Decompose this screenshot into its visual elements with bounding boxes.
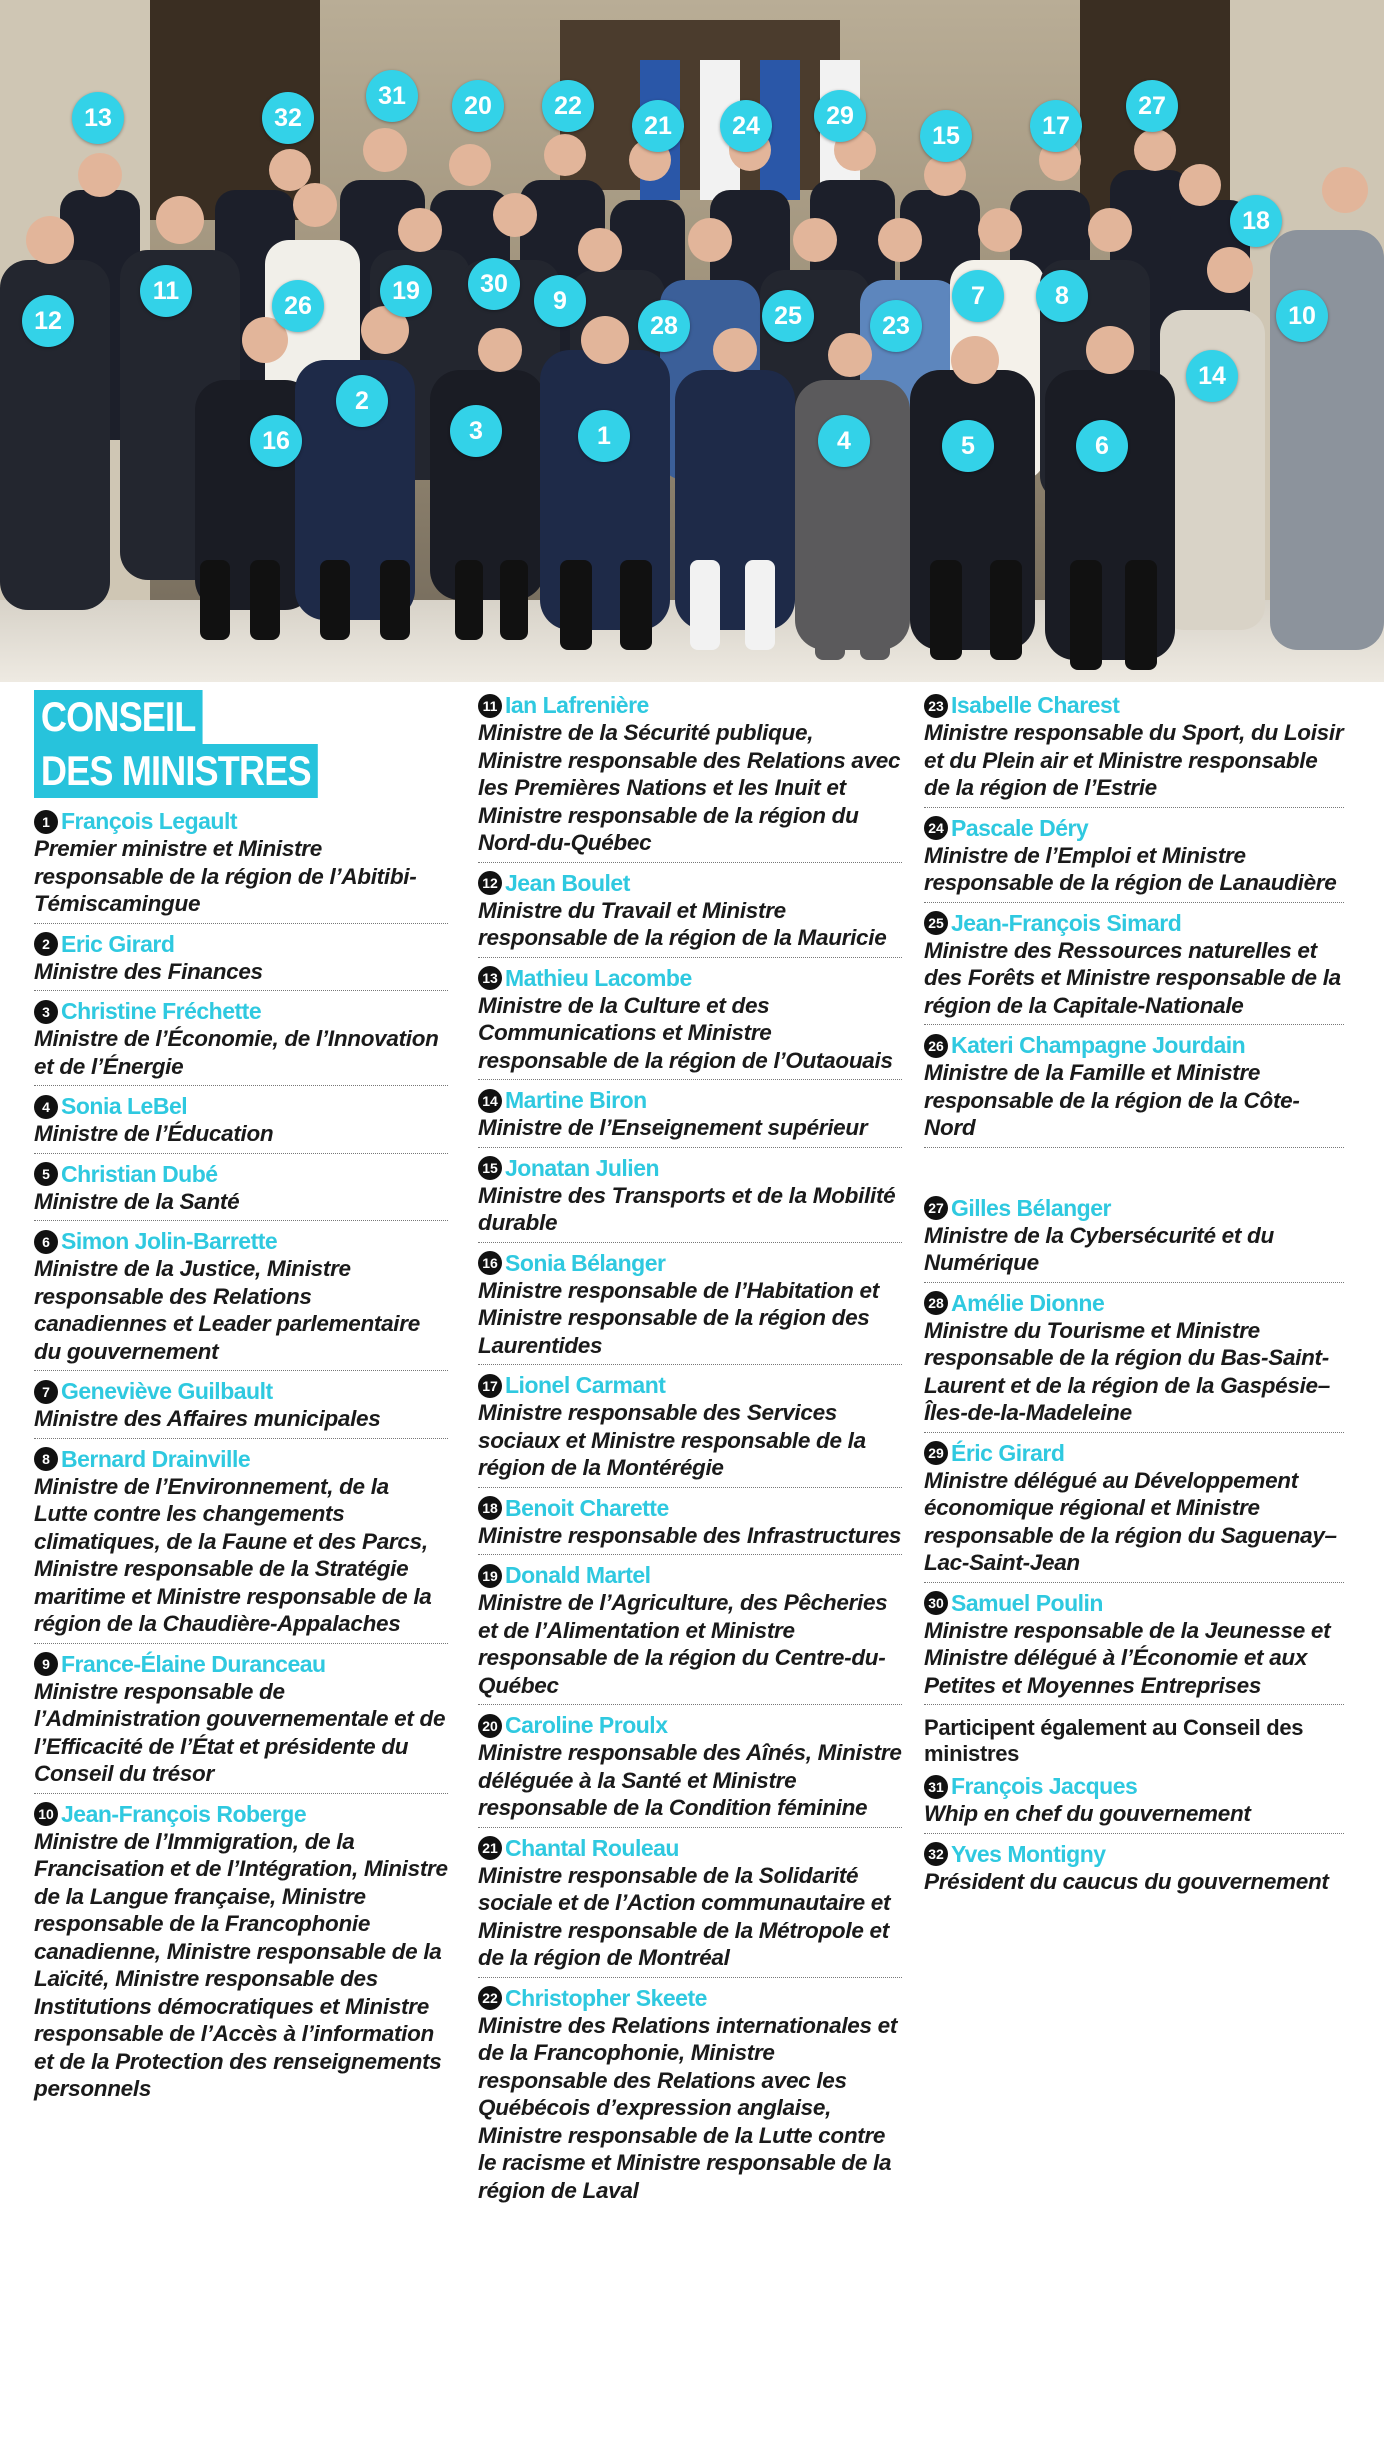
- minister-entry: [924, 1438, 1344, 1583]
- minister-entry: [478, 1153, 902, 1243]
- minister-role: Ministre responsable du Sport, du Loisir et du Plein air et Ministre responsable de la région de l’Estrie: [924, 720, 1344, 800]
- minister-entry: [34, 1226, 448, 1371]
- minister-name: France-Élaine Duranceau: [61, 1650, 326, 1677]
- minister-role: Ministre du Tourisme et Ministre responsable de la région du Bas-Saint-Laurent et de la région de la Gaspésie–Îles-de-la-Madeleine: [924, 1317, 1330, 1425]
- minister-entry: [478, 868, 902, 958]
- photo-marker-4: 4: [818, 415, 870, 467]
- minister-entry: [34, 929, 448, 992]
- minister-role: Président du caucus du gouvernement: [924, 1868, 1329, 1894]
- minister-entry-head: [924, 910, 1344, 937]
- minister-role: Ministre des Affaires municipales: [34, 1406, 381, 1431]
- photo-marker-17: 17: [1030, 100, 1082, 152]
- photo-marker-14: 14: [1186, 350, 1238, 402]
- minister-entry-head: [478, 965, 902, 992]
- minister-number-badge: 2: [34, 932, 58, 956]
- minister-role: Ministre de l’Enseignement supérieur: [478, 1115, 868, 1140]
- minister-name: Eric Girard: [61, 930, 175, 957]
- minister-role: Ministre des Finances: [34, 958, 263, 984]
- minister-number-badge: 13: [478, 966, 502, 990]
- minister-entry-head: [478, 1985, 902, 2012]
- photo-marker-10: 10: [1276, 290, 1328, 342]
- minister-entry-head: [924, 1195, 1344, 1222]
- minister-entry: [478, 963, 902, 1081]
- minister-name: Pascale Déry: [951, 814, 1089, 841]
- minister-name: François Jacques: [951, 1773, 1138, 1799]
- minister-name: Jonatan Julien: [505, 1154, 660, 1181]
- minister-entry-head: [34, 1446, 448, 1473]
- photo-marker-21: 21: [632, 100, 684, 152]
- minister-name: Yves Montigny: [951, 1840, 1106, 1867]
- minister-role: Ministre responsable des Services sociaux et Ministre responsable de la région de la Montérégie: [478, 1400, 866, 1480]
- minister-number-badge: 23: [924, 694, 948, 718]
- photo-marker-29: 29: [814, 90, 866, 142]
- photo-marker-24: 24: [720, 100, 772, 152]
- photo-marker-15: 15: [920, 110, 972, 162]
- minister-name: Christian Dubé: [61, 1160, 218, 1187]
- minister-role: Ministre responsable de la Solidarité sociale et de l’Action communautaire et Ministre responsable de la Métropole et de la région de Montréal: [478, 1862, 891, 1970]
- photo-marker-22: 22: [542, 80, 594, 132]
- minister-role: Ministre de l’Économie, de l’Innovation et de l’Énergie: [34, 1026, 439, 1079]
- photo-marker-3: 3: [450, 405, 502, 457]
- photo-marker-16: 16: [250, 415, 302, 467]
- minister-number-badge: 25: [924, 911, 948, 935]
- photo-marker-23: 23: [870, 300, 922, 352]
- minister-entry-head: [924, 1440, 1344, 1467]
- minister-entry: [924, 1839, 1344, 1901]
- minister-number-badge: 28: [924, 1291, 948, 1315]
- minister-name: Martine Biron: [505, 1087, 647, 1113]
- minister-entry: [34, 1091, 448, 1154]
- minister-role: Ministre responsable de l’Habitation et Ministre responsable de la région des Laurentides: [478, 1277, 879, 1358]
- minister-entry-head: [34, 1801, 448, 1828]
- minister-entry: [34, 806, 448, 924]
- column-3: [924, 690, 1344, 1905]
- photo-marker-7: 7: [952, 270, 1004, 322]
- minister-number-badge: 18: [478, 1496, 502, 1520]
- minister-entry-head: [924, 1290, 1344, 1317]
- minister-name: Ian Lafrenière: [505, 692, 649, 718]
- minister-entry-head: [924, 692, 1344, 719]
- minister-entry-head: [478, 1155, 902, 1182]
- photo-marker-5: 5: [942, 420, 994, 472]
- minister-number-badge: 17: [478, 1374, 502, 1398]
- photo-marker-31: 31: [366, 70, 418, 122]
- title-line-1: CONSEIL: [34, 690, 202, 744]
- minister-role: Ministre de la Sécurité publique, Ministre responsable des Relations avec les Premières Nations et les Inuit et Ministre responsable de la région du Nord-du-Québec: [478, 720, 901, 855]
- minister-name: Benoit Charette: [505, 1494, 669, 1521]
- minister-name: Simon Jolin-Barrette: [61, 1228, 278, 1254]
- minister-entry: [478, 1493, 902, 1556]
- photo-marker-20: 20: [452, 80, 504, 132]
- minister-name: Samuel Poulin: [951, 1589, 1103, 1616]
- minister-entry-head: [34, 808, 448, 835]
- minister-entry-head: [478, 1712, 902, 1739]
- minister-entry: [924, 1288, 1344, 1433]
- photo-marker-2: 2: [336, 375, 388, 427]
- minister-entry: [478, 1370, 902, 1488]
- minister-entry-head: [924, 815, 1344, 842]
- minister-entry: [478, 690, 902, 863]
- minister-number-badge: 24: [924, 816, 948, 840]
- photo-marker-18: 18: [1230, 195, 1282, 247]
- photo-marker-25: 25: [762, 290, 814, 342]
- minister-name: Christopher Skeete: [505, 1984, 707, 2011]
- photo-marker-1: 1: [578, 410, 630, 462]
- photo-marker-19: 19: [380, 265, 432, 317]
- minister-name: Lionel Carmant: [505, 1372, 666, 1398]
- minister-role: Ministre de la Famille et Ministre responsable de la région de la Côte-Nord: [924, 1060, 1300, 1140]
- minister-number-badge: 11: [478, 694, 502, 718]
- minister-role: Ministre délégué au Développement économique régional et Ministre responsable de la région du Saguenay–Lac-Saint-Jean: [924, 1467, 1337, 1575]
- minister-entry-head: [478, 1495, 902, 1522]
- minister-role: Ministre responsable de l’Administration gouvernementale et de l’Efficacité de l’État et présidente du Conseil du trésor: [34, 1678, 446, 1786]
- minister-number-badge: 29: [924, 1441, 948, 1465]
- page-title: [34, 690, 448, 798]
- minister-entry: [34, 1799, 448, 2108]
- minister-entry: [478, 1560, 902, 1705]
- minister-entry-head: [34, 998, 448, 1025]
- minister-number-badge: 27: [924, 1196, 948, 1220]
- minister-entry: [478, 1248, 902, 1366]
- minister-number-badge: 1: [34, 810, 58, 834]
- minister-role: Ministre de la Justice, Ministre responsable des Relations canadiennes et Leader parlementaire du gouvernement: [34, 1256, 420, 1364]
- minister-entry-head: [924, 1032, 1344, 1059]
- minister-number-badge: 22: [478, 1986, 502, 2010]
- photo-marker-30: 30: [468, 258, 520, 310]
- cabinet-group-photo: [0, 0, 1384, 682]
- minister-entry-head: [478, 1835, 902, 1862]
- photo-marker-28: 28: [638, 300, 690, 352]
- minister-entry-head: [478, 1372, 902, 1399]
- minister-entry-head: [34, 1093, 448, 1120]
- minister-entry: [924, 813, 1344, 903]
- minister-role: Ministre de la Culture et des Communications et Ministre responsable de la région de l’Outaouais: [478, 992, 893, 1073]
- minister-number-badge: 16: [478, 1251, 502, 1275]
- minister-number-badge: 4: [34, 1095, 58, 1119]
- minister-name: Isabelle Charest: [951, 692, 1120, 718]
- minister-number-badge: 30: [924, 1591, 948, 1615]
- photo-marker-13: 13: [72, 92, 124, 144]
- minister-number-badge: 6: [34, 1230, 58, 1254]
- photo-marker-8: 8: [1036, 270, 1088, 322]
- minister-entry-head: [478, 1562, 902, 1589]
- minister-entry-head: [34, 1651, 448, 1678]
- minister-name: Sonia LeBel: [61, 1093, 188, 1119]
- minister-number-badge: 5: [34, 1162, 58, 1186]
- minister-entry: [924, 1771, 1344, 1834]
- minister-entry-head: [924, 1590, 1344, 1617]
- minister-role: Whip en chef du gouvernement: [924, 1801, 1251, 1826]
- minister-entry: [34, 996, 448, 1086]
- minister-entry: [924, 1193, 1344, 1283]
- minister-name: Amélie Dionne: [951, 1289, 1105, 1316]
- minister-name: Jean-François Simard: [951, 909, 1182, 936]
- minister-role: Ministre du Travail et Ministre responsable de la région de la Mauricie: [478, 897, 887, 950]
- minister-name: Kateri Champagne Jourdain: [951, 1032, 1246, 1058]
- minister-role: Ministre responsable des Aînés, Ministre déléguée à la Santé et Ministre responsable de la Condition féminine: [478, 1740, 902, 1820]
- minister-name: François Legault: [61, 808, 238, 834]
- minister-entry: [34, 1376, 448, 1439]
- minister-entry-head: [478, 692, 902, 719]
- minister-number-badge: 8: [34, 1447, 58, 1471]
- minister-entry: [34, 1649, 448, 1794]
- minister-number-badge: 10: [34, 1802, 58, 1826]
- also-participate-heading: Participent également au Conseil des ministres: [924, 1715, 1304, 1766]
- minister-role: Ministre responsable des Infrastructures: [478, 1522, 902, 1548]
- column-spacer: [924, 1153, 1344, 1193]
- minister-name: Jean Boulet: [505, 869, 630, 896]
- minister-entry-head: [34, 1161, 448, 1188]
- photo-marker-12: 12: [22, 295, 74, 347]
- minister-name: Mathieu Lacombe: [505, 964, 692, 991]
- minister-entry-head: [34, 1228, 448, 1255]
- minister-name: Caroline Proulx: [505, 1712, 668, 1738]
- photo-marker-27: 27: [1126, 80, 1178, 132]
- minister-entry: [924, 1030, 1344, 1148]
- minister-role: Ministre de la Santé: [34, 1188, 240, 1214]
- minister-number-badge: 21: [478, 1836, 502, 1860]
- minister-entry: [924, 908, 1344, 1026]
- minister-number-badge: 19: [478, 1564, 502, 1588]
- minister-role: Ministre responsable de la Jeunesse et Ministre délégué à l’Économie et aux Petites et Moyennes Entreprises: [924, 1617, 1331, 1698]
- minister-entry: [924, 690, 1344, 808]
- column-1: [34, 690, 448, 2113]
- minister-name: Gilles Bélanger: [951, 1194, 1111, 1221]
- photo-marker-9: 9: [534, 275, 586, 327]
- photo-marker-26: 26: [272, 280, 324, 332]
- minister-role: Premier ministre et Ministre responsable de la région de l’Abitibi-Témiscamingue: [34, 836, 417, 916]
- minister-name: Chantal Rouleau: [505, 1834, 679, 1861]
- minister-entry: [924, 1588, 1344, 1706]
- minister-entry: [34, 1444, 448, 1644]
- minister-number-badge: 20: [478, 1714, 502, 1738]
- photo-marker-32: 32: [262, 92, 314, 144]
- minister-name: Bernard Drainville: [61, 1445, 251, 1472]
- photo-marker-6: 6: [1076, 420, 1128, 472]
- minister-entry-head: [34, 1378, 448, 1405]
- minister-role: Ministre de l’Éducation: [34, 1121, 274, 1146]
- minister-name: Geneviève Guilbault: [61, 1378, 273, 1404]
- minister-number-badge: 12: [478, 871, 502, 895]
- minister-number-badge: 3: [34, 1000, 58, 1024]
- minister-entry: [478, 1833, 902, 1978]
- minister-role: Ministre de l’Emploi et Ministre responsable de la région de Lanaudière: [924, 842, 1337, 895]
- minister-entry: [478, 1085, 902, 1148]
- minister-role: Ministre des Ressources naturelles et des Forêts et Ministre responsable de la région de la Capitale-Nationale: [924, 937, 1341, 1018]
- minister-number-badge: 9: [34, 1652, 58, 1676]
- title-line-2: DES MINISTRES: [34, 744, 318, 798]
- minister-entry-head: [478, 870, 902, 897]
- minister-number-badge: 26: [924, 1034, 948, 1058]
- minister-name: Jean-François Roberge: [61, 1800, 307, 1827]
- minister-role: Ministre de l’Agriculture, des Pêcheries et de l’Alimentation et Ministre responsable de la région du Centre-du-Québec: [478, 1590, 888, 1698]
- minister-number-badge: 32: [924, 1842, 948, 1866]
- minister-entry-head: [478, 1087, 902, 1114]
- minister-role: Ministre de l’Environnement, de la Lutte contre les changements climatiques, de la Faune et des Parcs, Ministre responsable de la Stratégie maritime et Ministre responsable de la région de la Chaudière-Appalaches: [34, 1473, 432, 1636]
- minister-number-badge: 7: [34, 1380, 58, 1404]
- minister-role: Ministre de l’Immigration, de la Francisation et de l’Intégration, Ministre de la Langue française, Ministre responsable de la Francophonie canadienne, Ministre responsable de la Laïcité, Ministre responsable des Institutions démocratiques et Ministre responsable de l’Accès à l’information et de la Protection des renseignements personnels: [34, 1828, 448, 2101]
- minister-number-badge: 15: [478, 1156, 502, 1180]
- minister-name: Donald Martel: [505, 1562, 651, 1588]
- minister-role: Ministre de la Cybersécurité et du Numérique: [924, 1222, 1274, 1275]
- minister-name: Sonia Bélanger: [505, 1249, 666, 1276]
- minister-name: Christine Fréchette: [61, 998, 262, 1024]
- minister-entry-head: [34, 931, 448, 958]
- minister-entry: [478, 1710, 902, 1828]
- minister-number-badge: 14: [478, 1089, 502, 1113]
- minister-role: Ministre des Relations internationales et de la Francophonie, Ministre responsable des Relations avec les Québécois d’expression anglaise, Ministre responsable de la Lutte contre le racisme et Ministre responsable de la région de Laval: [478, 2012, 898, 2203]
- minister-entry: [478, 1983, 902, 2210]
- column-2: [478, 690, 902, 2214]
- photo-marker-11: 11: [140, 265, 192, 317]
- minister-entry: [34, 1159, 448, 1222]
- minister-entry-head: [924, 1773, 1344, 1800]
- minister-entry-head: [478, 1250, 902, 1277]
- minister-name: Éric Girard: [951, 1439, 1065, 1466]
- minister-entry-head: [924, 1841, 1344, 1868]
- minister-number-badge: 31: [924, 1775, 948, 1799]
- minister-role: Ministre des Transports et de la Mobilité durable: [478, 1182, 896, 1235]
